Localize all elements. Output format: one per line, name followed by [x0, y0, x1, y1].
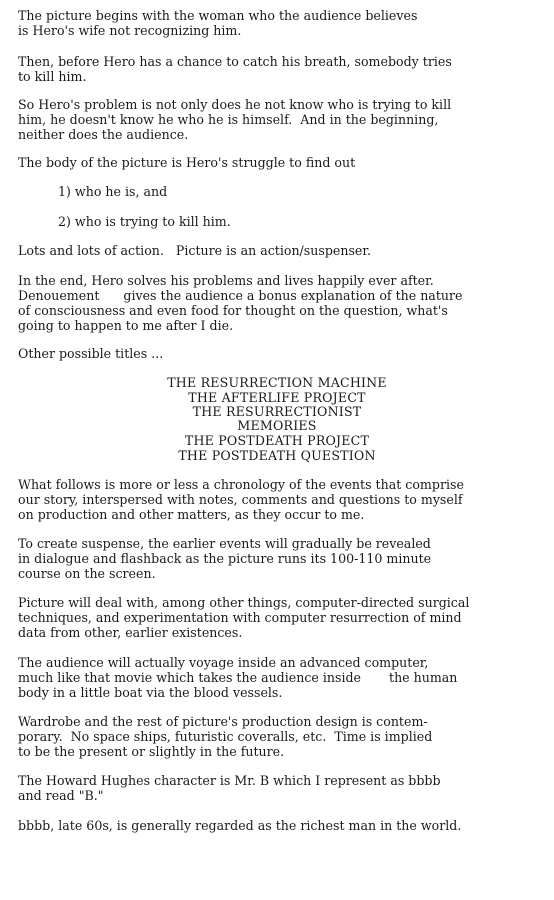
text-line: our story, interspersed with notes, comments and questions to myself: [18, 492, 463, 507]
title-option: THE POSTDEATH PROJECT: [184, 433, 370, 448]
text-line: is Hero's wife not recognizing him.: [18, 23, 242, 38]
text-line: neither does the audience.: [18, 127, 189, 142]
text-line: porary. No space ships, futuristic coveralls, etc. Time is implied: [18, 729, 433, 744]
text-line: The body of the picture is Hero's struggle to find out: [18, 155, 356, 170]
text-line: Lots and lots of action. Picture is an action/suspenser.: [18, 243, 372, 258]
text-line: So Hero's problem is not only does he not know who is trying to kill: [18, 97, 452, 112]
list-item: 1) who he is, and: [58, 184, 168, 199]
text-line: Denouement gives the audience a bonus explanation of the nature: [18, 288, 463, 303]
text-line: to kill him.: [18, 69, 87, 84]
text-line: body in a little boat via the blood vessels.: [18, 685, 283, 700]
title-option: THE AFTERLIFE PROJECT: [188, 390, 366, 405]
text-line: techniques, and experimentation with computer resurrection of mind: [18, 610, 462, 625]
title-option: THE RESURRECTIONIST: [192, 404, 362, 419]
text-line: The audience will actually voyage inside an advanced computer,: [18, 655, 429, 670]
title-option: MEMORIES: [237, 418, 317, 433]
text-line: In the end, Hero solves his problems and lives happily ever after.: [18, 273, 434, 288]
title-option: THE POSTDEATH QUESTION: [178, 448, 376, 463]
text-line: The Howard Hughes character is Mr. B which I represent as bbbb: [18, 773, 441, 788]
text-line: of consciousness and even food for thought on the question, what's: [18, 303, 448, 318]
text-line: To create suspense, the earlier events will gradually be revealed: [18, 536, 431, 551]
text-line: What follows is more or less a chronology of the events that comprise: [18, 477, 464, 492]
text-line: bbbb, late 60s, is generally regarded as the richest man in the world.: [18, 818, 462, 833]
text-line: on production and other matters, as they occur to me.: [18, 507, 365, 522]
text-line: data from other, earlier existences.: [18, 625, 243, 640]
text-line: in dialogue and flashback as the picture runs its 100-110 minute: [18, 551, 432, 566]
text-line: Picture will deal with, among other things, computer-directed surgical: [18, 595, 470, 610]
text-line: him, he doesn't know he who he is himself. And in the beginning,: [18, 112, 439, 127]
text-line: and read "B.": [18, 788, 104, 803]
text-line: The picture begins with the woman who the audience believes: [18, 8, 418, 23]
text-line: Then, before Hero has a chance to catch his breath, somebody tries: [18, 54, 452, 69]
text-line: to be the present or slightly in the future.: [18, 744, 285, 759]
text-line: Other possible titles ...: [18, 346, 164, 361]
text-line: going to happen to me after I die.: [18, 318, 234, 333]
text-line: Wardrobe and the rest of picture's production design is contem-: [18, 714, 428, 729]
list-item: 2) who is trying to kill him.: [58, 214, 231, 229]
text-line: much like that movie which takes the audience inside the human: [18, 670, 458, 685]
text-line: course on the screen.: [18, 566, 156, 581]
title-option: THE RESURRECTION MACHINE: [167, 375, 387, 390]
